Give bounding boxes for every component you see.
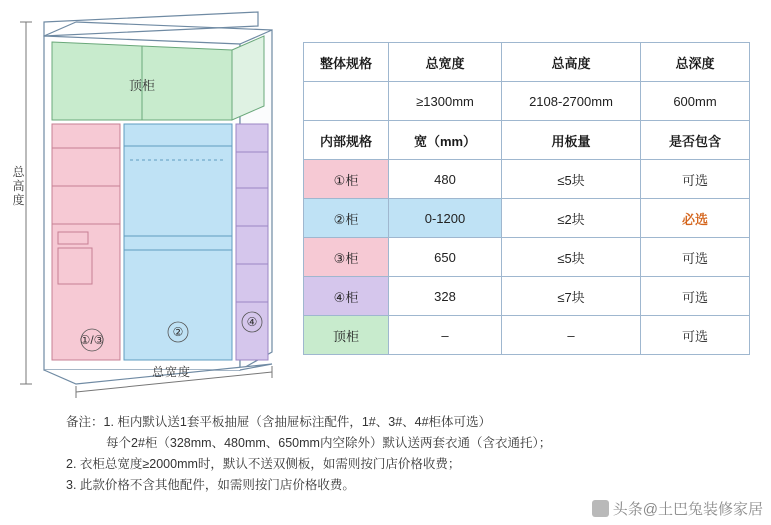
cell-cabinet-name: ①柜 bbox=[304, 160, 389, 199]
logo-icon bbox=[592, 500, 609, 517]
cell-cabinet-name: ②柜 bbox=[304, 199, 389, 238]
cell-cabinet-included: 可选 bbox=[641, 238, 750, 277]
cell-overall-spec: 整体规格 bbox=[304, 43, 389, 82]
wardrobe-diagram bbox=[0, 0, 300, 400]
cabinet-13-region bbox=[52, 124, 120, 360]
table-row bbox=[304, 316, 750, 355]
cell-total-depth-value: 600mm bbox=[641, 82, 750, 121]
cabinet-13-label: ①/③ bbox=[79, 333, 105, 347]
cell-cabinet-boards: ≤7块 bbox=[502, 277, 641, 316]
cell-cabinet-boards: ≤2块 bbox=[502, 199, 641, 238]
cell-cabinet-boards: ≤5块 bbox=[502, 238, 641, 277]
cell-overall-spec-blank bbox=[304, 82, 389, 121]
note-line-1: 备注：1. 柜内默认送1套平板抽屉（含抽屉标注配件，1#、3#、4#柜体可选） bbox=[66, 415, 492, 429]
table-row bbox=[304, 277, 750, 316]
cell-width-header: 宽（mm） bbox=[389, 121, 502, 160]
cabinet-2-label: ② bbox=[172, 325, 184, 339]
cell-total-depth-header: 总深度 bbox=[641, 43, 750, 82]
cell-included-header: 是否包含 bbox=[641, 121, 750, 160]
table-row-overall-values bbox=[304, 82, 750, 121]
note-line-3: 2. 衣柜总宽度≥2000mm时，默认不送双侧板，如需则按门店价格收费； bbox=[66, 457, 461, 471]
cell-cabinet-included: 必选 bbox=[641, 199, 750, 238]
cell-total-height-header: 总高度 bbox=[502, 43, 641, 82]
cabinet-4-label: ④ bbox=[246, 315, 258, 329]
total-height-dimension-label: 总高度 bbox=[12, 165, 26, 207]
note-line-2: 每个2#柜（328mm、480mm、650mm内空除外）默认送两套衣通（含衣通托）； bbox=[106, 436, 552, 450]
watermark bbox=[592, 498, 763, 519]
cell-cabinet-included: 可选 bbox=[641, 277, 750, 316]
cell-cabinet-included: 可选 bbox=[641, 316, 750, 355]
cell-total-width-value: ≥1300mm bbox=[389, 82, 502, 121]
cell-cabinet-width: 480 bbox=[389, 160, 502, 199]
spec-table bbox=[303, 42, 750, 355]
watermark-text: 头条@土巴兔装修家居 bbox=[612, 501, 763, 518]
cell-cabinet-boards: ≤5块 bbox=[502, 160, 641, 199]
table-row bbox=[304, 238, 750, 277]
note-line-4: 3. 此款价格不含其他配件，如需则按门店价格收费。 bbox=[66, 478, 355, 492]
total-width-dimension-label: 总宽度 bbox=[152, 365, 192, 379]
table-row-inner-header bbox=[304, 121, 750, 160]
cell-cabinet-width: 650 bbox=[389, 238, 502, 277]
table-row bbox=[304, 199, 750, 238]
cell-cabinet-boards: – bbox=[502, 316, 641, 355]
cell-boards-header: 用板量 bbox=[502, 121, 641, 160]
cell-cabinet-width: – bbox=[389, 316, 502, 355]
notes-block bbox=[66, 412, 756, 496]
table-row bbox=[304, 160, 750, 199]
top-cabinet-label: 顶柜 bbox=[128, 78, 156, 93]
cell-total-width-header: 总宽度 bbox=[389, 43, 502, 82]
cell-inner-spec: 内部规格 bbox=[304, 121, 389, 160]
cell-cabinet-width: 328 bbox=[389, 277, 502, 316]
cell-cabinet-width: 0-1200 bbox=[389, 199, 502, 238]
cell-cabinet-included: 可选 bbox=[641, 160, 750, 199]
cell-cabinet-name: 顶柜 bbox=[304, 316, 389, 355]
cell-total-height-value: 2108-2700mm bbox=[502, 82, 641, 121]
cell-cabinet-name: ④柜 bbox=[304, 277, 389, 316]
table-row-overall-header bbox=[304, 43, 750, 82]
cell-cabinet-name: ③柜 bbox=[304, 238, 389, 277]
